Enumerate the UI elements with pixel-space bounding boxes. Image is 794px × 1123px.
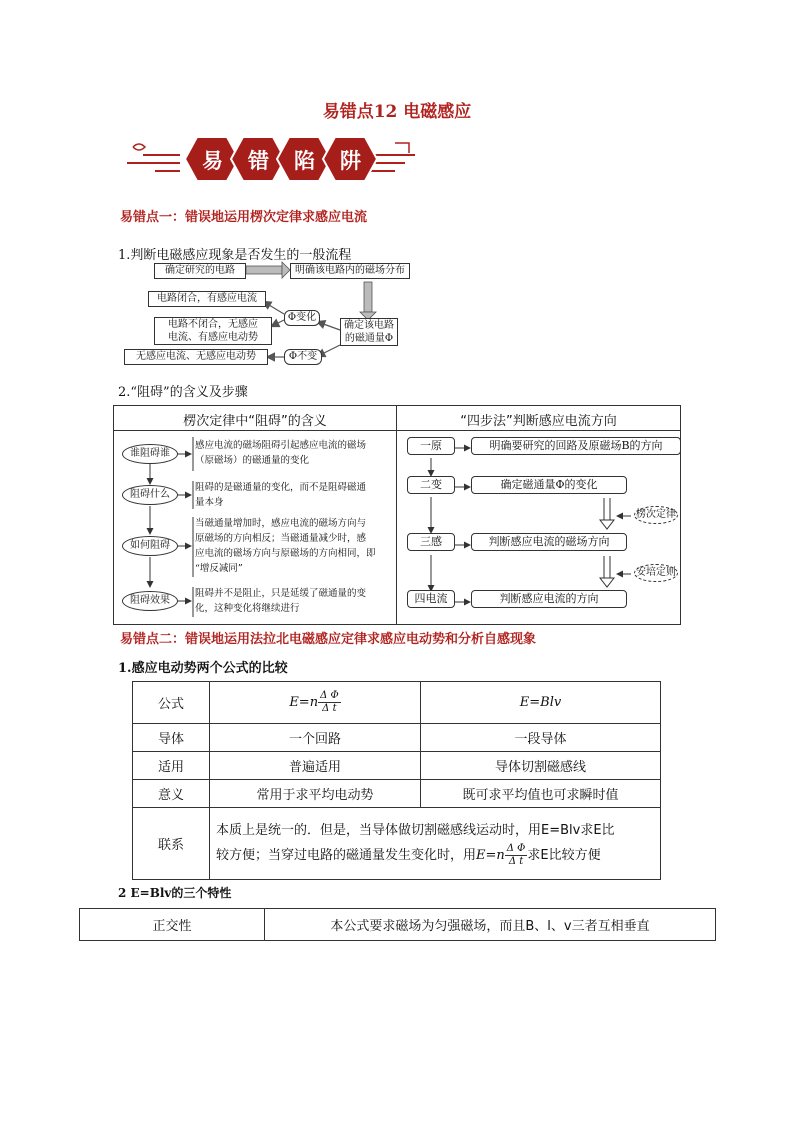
row-apply-a: 普遍适用 [210, 752, 421, 780]
banner-char: 阱 [340, 148, 361, 173]
section2-item2: 2 E=Blv的三个特性 [118, 886, 232, 900]
table2-header-left: 楞次定律中“阻碍”的含义 [183, 414, 327, 429]
banner-char: 易 [202, 148, 223, 173]
row-conductor-a: 一个回路 [210, 724, 421, 752]
row-meaning-a: 常用于求平均电动势 [210, 780, 421, 808]
trap-banner [125, 133, 420, 185]
desc-what [195, 480, 393, 510]
step-key-2: 二变 [407, 476, 455, 494]
desc-what-line1: 阻碍的是磁通量的变化，而不是阻碍磁通 [195, 482, 367, 493]
flow-box-flux-line2: 的磁通量Φ [344, 333, 394, 344]
row-meaning-b: 既可求平均值也可求瞬时值 [421, 780, 661, 808]
desc-effect-line1: 阻碍并不是阻止，只是延缓了磁通量的变 [195, 588, 367, 599]
row-relation-text [210, 808, 661, 880]
row-formula-key: 公式 [133, 682, 210, 724]
section2-item1: 1.感应电动势两个公式的比较 [118, 661, 288, 676]
banner-char: 错 [248, 148, 269, 173]
flow-box-open-emf-line1: 电路不闭合，无感应 [168, 319, 258, 330]
desc-how-line2: 原磁场的方向相反；当磁通量减少时，感 [195, 533, 367, 544]
fraction-numerator: Δ Φ [506, 843, 526, 854]
relation-line2-text: 较方便；当穿过电路的磁通量发生变化时，用 [216, 848, 477, 863]
flow-box-closed-current: 电路闭合，有感应电流 [148, 291, 266, 307]
oval-lenz-law: 楞次定律 [634, 506, 678, 524]
relation-line2-tail: 求E比较方便 [527, 848, 601, 863]
banner-char: 陷 [294, 148, 315, 173]
desc-how-line1: 当磁通量增加时，感应电流的磁场方向与 [195, 518, 367, 529]
desc-how-line4: “增反减同” [195, 563, 243, 574]
desc-who-line1: 感应电流的磁场阻碍引起感应电流的磁场 [195, 440, 367, 451]
flow-box-flux-nochange: Φ不变 [284, 349, 322, 365]
flow-box-field: 明确该电路内的磁场分布 [290, 263, 410, 279]
flow-diagram [118, 260, 418, 370]
desc-effect [195, 586, 393, 616]
relation-formula-fraction [505, 843, 528, 868]
oval-who: 谁阻碍谁 [122, 444, 178, 464]
section2-heading: 易错点二：错误地运用法拉北电磁感应定律求感应电动势和分析自感现象 [120, 632, 537, 647]
step-value-1: 明确要研究的回路及原磁场B的方向 [471, 437, 681, 455]
row-meaning-key: 意义 [133, 780, 210, 808]
fraction-numerator: Δ Φ [320, 690, 339, 701]
flow-box-flux-line1: 确定该电路 [344, 320, 394, 331]
step-value-2: 确定磁通量Φ的变化 [471, 476, 627, 494]
formula-faraday [210, 682, 421, 724]
relation-line1: 本质上是统一的．但是，当导体做切割磁感线运动时，用E=Blv求E比 [216, 823, 615, 838]
emf-formula-table [132, 681, 661, 880]
step-key-3: 三感 [407, 533, 455, 551]
step-key-4: 四电流 [407, 590, 455, 608]
relation-formula-prefix: E=n [476, 848, 505, 863]
obstruction-table [113, 405, 681, 625]
desc-who [195, 438, 393, 468]
flow-box-open-emf [154, 317, 272, 345]
oval-effect: 阻碍效果 [122, 591, 178, 611]
row-conductor-b: 一段导体 [421, 724, 661, 752]
desc-effect-line2: 化，这种变化将继续进行 [195, 603, 300, 614]
table2-header-right: “四步法”判断感应电流方向 [460, 414, 617, 429]
orthogonality-key: 正交性 [80, 909, 265, 941]
step-value-3: 判断感应电流的磁场方向 [471, 533, 627, 551]
row-apply-key: 适用 [133, 752, 210, 780]
oval-ampere-rule: 安培定则 [634, 564, 678, 582]
row-relation-key: 联系 [133, 808, 210, 880]
fraction-denominator: Δ t [508, 856, 524, 867]
oval-how: 如何阻碍 [122, 536, 178, 556]
row-apply-b: 导体切割磁感线 [421, 752, 661, 780]
step-key-1: 一原 [407, 437, 455, 455]
desc-how [195, 516, 395, 576]
flow-box-flux-change: Φ变化 [284, 310, 320, 326]
page-title: 易错点12 电磁感应 [322, 102, 472, 122]
section1-item1: 1.判断电磁感应现象是否发生的一般流程 [118, 248, 352, 263]
section1-item2: 2.“阻碍”的含义及步骤 [118, 385, 248, 400]
desc-who-line2: （原磁场）的磁通量的变化 [195, 455, 310, 466]
flow-box-no-current: 无感应电流、无感应电动势 [124, 349, 268, 365]
desc-how-line3: 应电流的磁场方向与原磁场的方向相同，即 [195, 548, 376, 559]
relation-line2 [216, 843, 654, 868]
fraction-denominator: Δ t [322, 703, 337, 714]
orthogonality-table [79, 908, 716, 941]
formula-motional: E=Blv [421, 682, 661, 724]
oval-what: 阻碍什么 [122, 485, 178, 505]
formula-faraday-fraction [318, 690, 341, 715]
section1-heading: 易错点一：错误地运用楞次定律求感应电流 [120, 210, 368, 225]
step-value-4: 判断感应电流的方向 [471, 590, 627, 608]
formula-faraday-prefix: E=n [289, 695, 319, 710]
row-conductor-key: 导体 [133, 724, 210, 752]
flow-box-flux [340, 318, 398, 346]
flow-box-open-emf-line2: 电流、有感应电动势 [168, 332, 258, 343]
orthogonality-value: 本公式要求磁场为匀强磁场，而且B、l、v三者互相垂直 [265, 909, 716, 941]
flow-box-circuit: 确定研究的电路 [154, 263, 246, 279]
desc-what-line2: 量本身 [195, 497, 224, 508]
